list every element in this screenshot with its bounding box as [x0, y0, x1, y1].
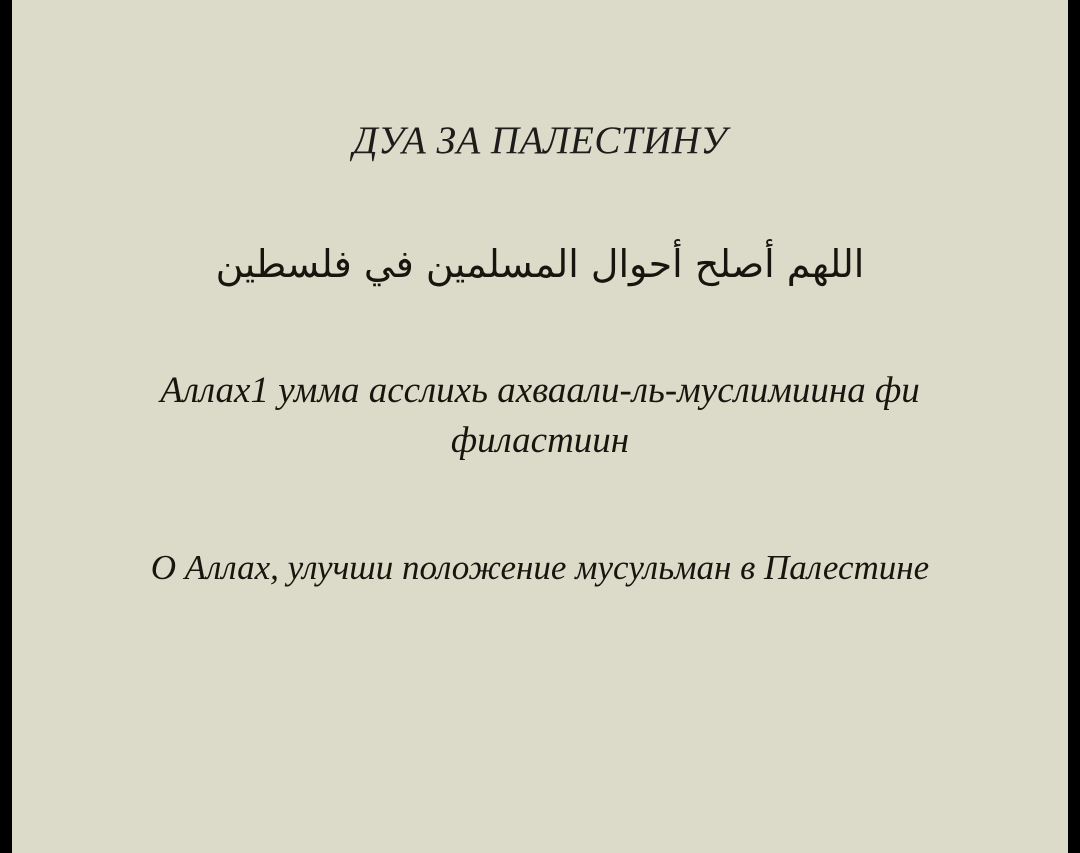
dua-card	[12, 0, 1068, 853]
transliteration-text: Аллах1 умма асслихь ахваали-ль-муслимиина фи филастиин	[160, 369, 920, 461]
page-title: ДУА ЗА ПАЛЕСТИНУ	[352, 119, 728, 162]
arabic-dua-text: اللهم أصلح أحوال المسلمين في فلسطين	[215, 241, 865, 286]
translation-text: О Аллах, улучши положение мусульман в Палестине	[150, 547, 930, 587]
